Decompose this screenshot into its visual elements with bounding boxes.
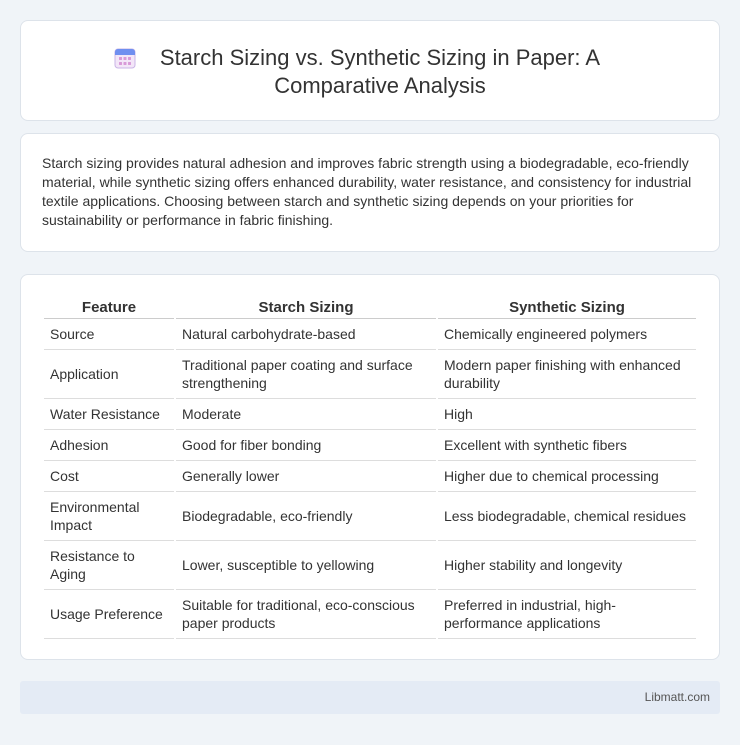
footer-brand-link[interactable]: Libmatt.com — [644, 690, 710, 704]
table-row — [44, 541, 696, 590]
row-feature: Resistance to Aging — [44, 541, 174, 590]
header-feature: Feature — [44, 295, 174, 319]
row-feature: Source — [44, 319, 174, 350]
row-synthetic: Higher stability and longevity — [438, 541, 696, 590]
table-row — [44, 399, 696, 430]
row-feature: Cost — [44, 461, 174, 492]
header-starch-sizing: Starch Sizing — [176, 295, 436, 319]
page-title: Starch Sizing vs. Synthetic Sizing in Paper: A Comparative Analysis — [159, 45, 601, 98]
row-synthetic: Chemically engineered polymers — [438, 319, 696, 350]
table-row — [44, 319, 696, 350]
row-starch: Lower, susceptible to yellowing — [176, 541, 436, 590]
row-starch: Traditional paper coating and surface strengthening — [176, 350, 436, 399]
row-feature: Adhesion — [44, 430, 174, 461]
row-starch: Generally lower — [176, 461, 436, 492]
row-starch: Natural carbohydrate-based — [176, 319, 436, 350]
row-synthetic: Preferred in industrial, high-performance applications — [438, 590, 696, 639]
row-feature: Application — [44, 350, 174, 399]
row-feature: Environmental Impact — [44, 492, 174, 541]
table-row — [44, 590, 696, 639]
header-synthetic-sizing: Synthetic Sizing — [438, 295, 696, 319]
table-row — [44, 350, 696, 399]
summary-card — [20, 133, 720, 252]
row-synthetic: Less biodegradable, chemical residues — [438, 492, 696, 541]
footer — [20, 681, 720, 714]
summary-text: Starch sizing provides natural adhesion and improves fabric strength using a biodegradable, eco-friendly material, while synthetic sizing offers enhanced durability, water resistance, and consistency for industrial textile applications. Choosing between starch and synthetic sizing depends on your priorities for sustainability or performance in fabric finishing. — [42, 155, 692, 228]
row-starch: Moderate — [176, 399, 436, 430]
table-header-row — [44, 295, 696, 319]
row-synthetic: Excellent with synthetic fibers — [438, 430, 696, 461]
title-card — [20, 20, 720, 121]
row-synthetic: High — [438, 399, 696, 430]
comparison-table — [42, 295, 698, 639]
table-row — [44, 492, 696, 541]
row-feature: Water Resistance — [44, 399, 174, 430]
table-row — [44, 430, 696, 461]
row-synthetic: Higher due to chemical processing — [438, 461, 696, 492]
row-feature: Usage Preference — [44, 590, 174, 639]
comparison-table-card — [20, 274, 720, 660]
table-row — [44, 461, 696, 492]
row-synthetic: Modern paper finishing with enhanced durability — [438, 350, 696, 399]
row-starch: Biodegradable, eco-friendly — [176, 492, 436, 541]
row-starch: Good for fiber bonding — [176, 430, 436, 461]
row-starch: Suitable for traditional, eco-conscious paper products — [176, 590, 436, 639]
